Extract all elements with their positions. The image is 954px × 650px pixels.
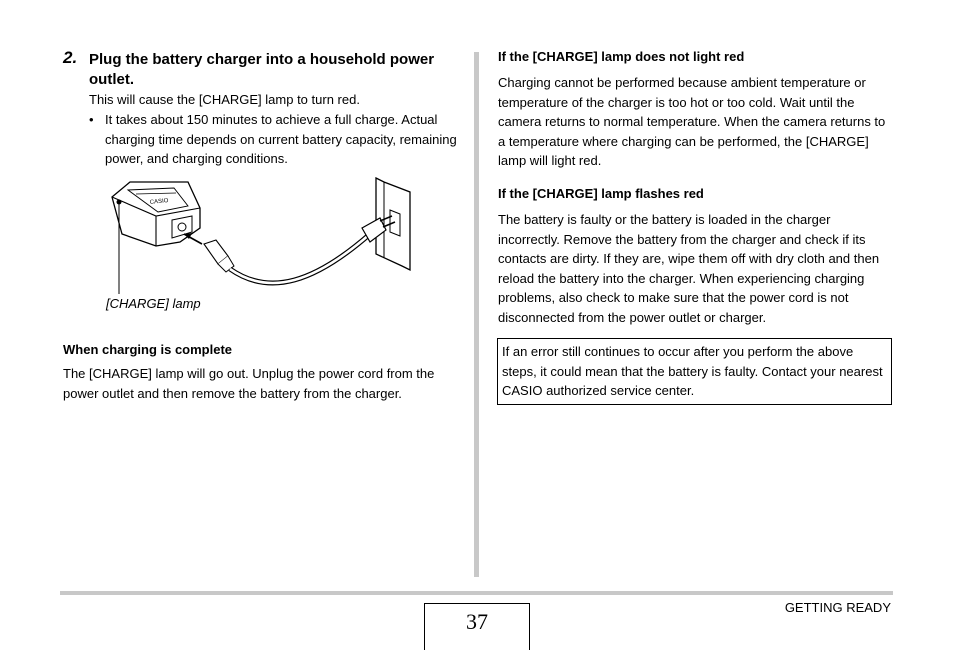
no-red-text: Charging cannot be performed because ambient temperature or temperature of the charger is too hot or too cold. Wait until the camera returns to normal temperature. When the camera returns to a temperature where charging can be performed, the [CHARGE] lamp will light red. [498, 75, 886, 168]
column-divider [474, 52, 479, 577]
note-box: If an error still continues to occur after you perform the above steps, it could mean that the battery is faulty. Contact your nearest CASIO authorized service center. [497, 338, 892, 405]
step-number: 2. [63, 48, 78, 67]
charger-illustration [100, 172, 420, 297]
cord-plug-icon [204, 240, 234, 272]
bullet-icon: • [89, 112, 94, 127]
complete-heading: When charging is complete [63, 342, 233, 357]
footer-rule [60, 591, 893, 595]
bullet-text: It takes about 150 minutes to achieve a full charge. Actual charging time depends on current battery capacity, remaining power, and charging conditions. [105, 112, 457, 166]
step-title: Plug the battery charger into a household power outlet. [89, 51, 435, 88]
section-label: GETTING READY [784, 600, 891, 615]
charger-brand: CASIO [149, 198, 169, 206]
illustration-caption: [CHARGE] lamp [106, 296, 201, 311]
bullet-item [89, 110, 459, 169]
flashes-text: The battery is faulty or the battery is loaded in the charger incorrectly. Remove the battery from the charger and check if its contacts are dirty. If they are, wipe them off with dry cloth and then reload the battery into the charger. When experiencing charging problems, also check to make sure that the power cord is not disconnected from the power outlet or charger. [498, 212, 880, 325]
insert-arrow-icon [184, 233, 202, 244]
complete-text: The [CHARGE] lamp will go out. Unplug the power cord from the power outlet and then remove the battery from the charger. [63, 366, 435, 401]
step-intro: This will cause the [CHARGE] lamp to turn red. [89, 92, 360, 107]
flashes-heading: If the [CHARGE] lamp flashes red [498, 186, 704, 201]
page-number: 37 [424, 603, 530, 650]
no-red-heading: If the [CHARGE] lamp does not light red [498, 49, 745, 64]
